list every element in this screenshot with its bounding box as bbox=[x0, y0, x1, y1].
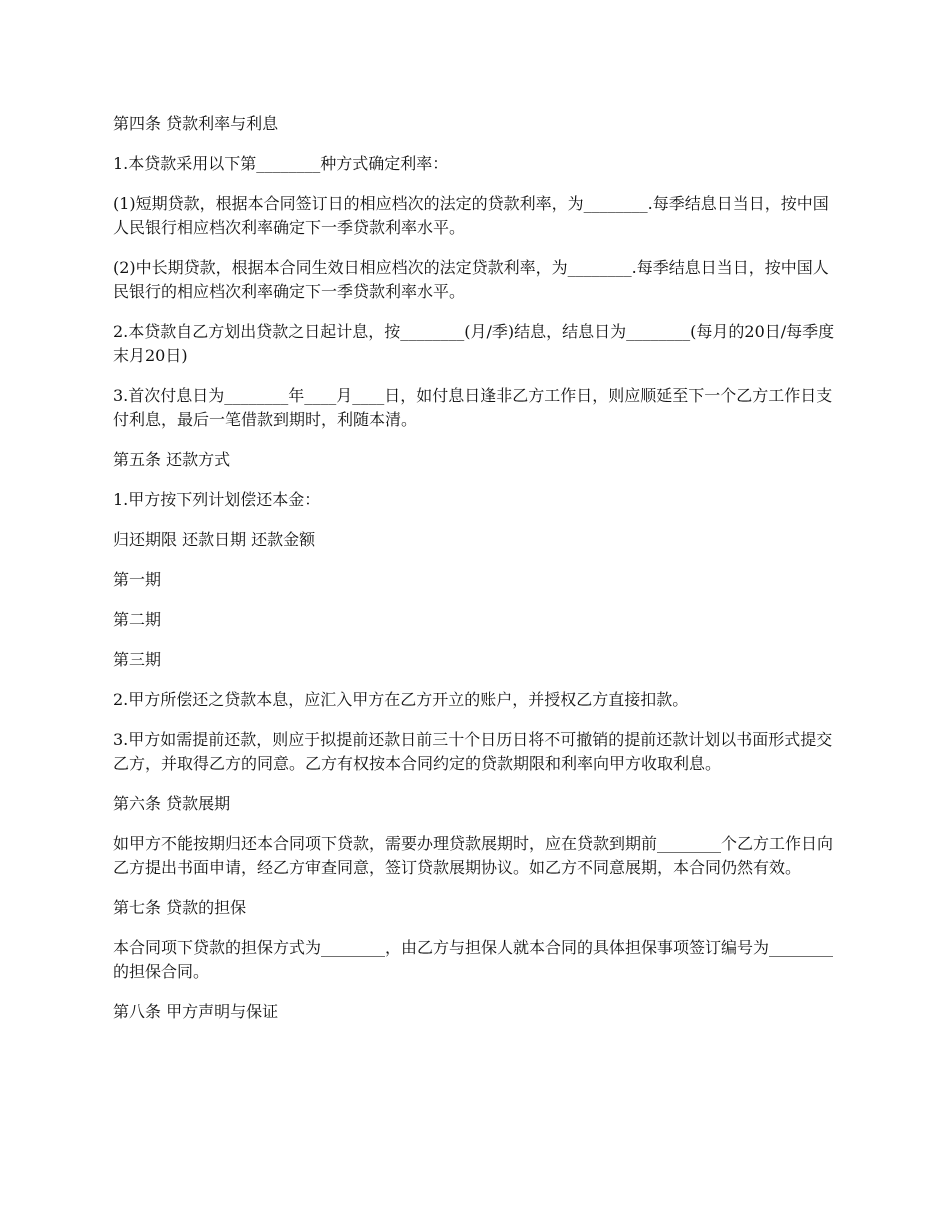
paragraph-first-payment-date: 3.首次付息日为________年____月____日，如付息日逢非乙方工作日，则应顺延至下一个乙方工作日支付利息，最后一笔借款到期时，利随本清。 bbox=[113, 386, 833, 429]
paragraph-short-term-loan: (1)短期贷款，根据本合同签订日的相应档次的法定的贷款利率，为________.每季结息日当日，按中国人民银行相应档次利率确定下一季贷款利率水平。 bbox=[113, 194, 829, 237]
paragraph-loan-extension: 如甲方不能按期归还本合同项下贷款，需要办理贷款展期时，应在贷款到期前________个乙方工作日向乙方提出书面申请，经乙方审查同意，签订贷款展期协议。如乙方不同意展期，本合同仍然有效。 bbox=[113, 834, 834, 877]
paragraph-long-term-loan: (2)中长期贷款，根据本合同生效日相应档次的法定贷款利率，为________.每季结息日当日，按中国人民银行的相应档次利率确定下一季贷款利率水平。 bbox=[113, 258, 829, 301]
paragraph-early-repayment: 3.甲方如需提前还款，则应于拟提前还款日前三十个日历日将不可撤销的提前还款计划以书面形式提交乙方，并取得乙方的同意。乙方有权按本合同约定的贷款期限和利率向甲方收取利息。 bbox=[113, 730, 833, 773]
paragraph-interest-accrual: 2.本贷款自乙方划出贷款之日起计息，按________(月/季)结息，结息日为________(每月的20日/每季度末月20日) bbox=[113, 322, 835, 365]
article-5-heading: 第五条 还款方式 bbox=[113, 450, 231, 469]
repayment-period-1: 第一期 bbox=[113, 570, 162, 589]
article-7-heading: 第七条 贷款的担保 bbox=[113, 898, 247, 917]
article-6-heading: 第六条 贷款展期 bbox=[113, 794, 231, 813]
paragraph-repayment-account: 2.甲方所偿还之贷款本息，应汇入甲方在乙方开立的账户，并授权乙方直接扣款。 bbox=[113, 690, 689, 709]
paragraph-repayment-plan: 1.甲方按下列计划偿还本金： bbox=[113, 490, 321, 509]
paragraph-guarantee: 本合同项下贷款的担保方式为________，由乙方与担保人就本合同的具体担保事项签订编号为________的担保合同。 bbox=[113, 938, 834, 981]
repayment-table-header: 归还期限 还款日期 还款金额 bbox=[113, 530, 316, 549]
document-page bbox=[113, 112, 843, 1040]
article-4-heading: 第四条 贷款利率与利息 bbox=[113, 114, 279, 133]
paragraph-rate-method: 1.本贷款采用以下第________种方式确定利率： bbox=[113, 154, 449, 173]
article-8-heading: 第八条 甲方声明与保证 bbox=[113, 1002, 279, 1021]
repayment-period-3: 第三期 bbox=[113, 650, 162, 669]
repayment-period-2: 第二期 bbox=[113, 610, 162, 629]
